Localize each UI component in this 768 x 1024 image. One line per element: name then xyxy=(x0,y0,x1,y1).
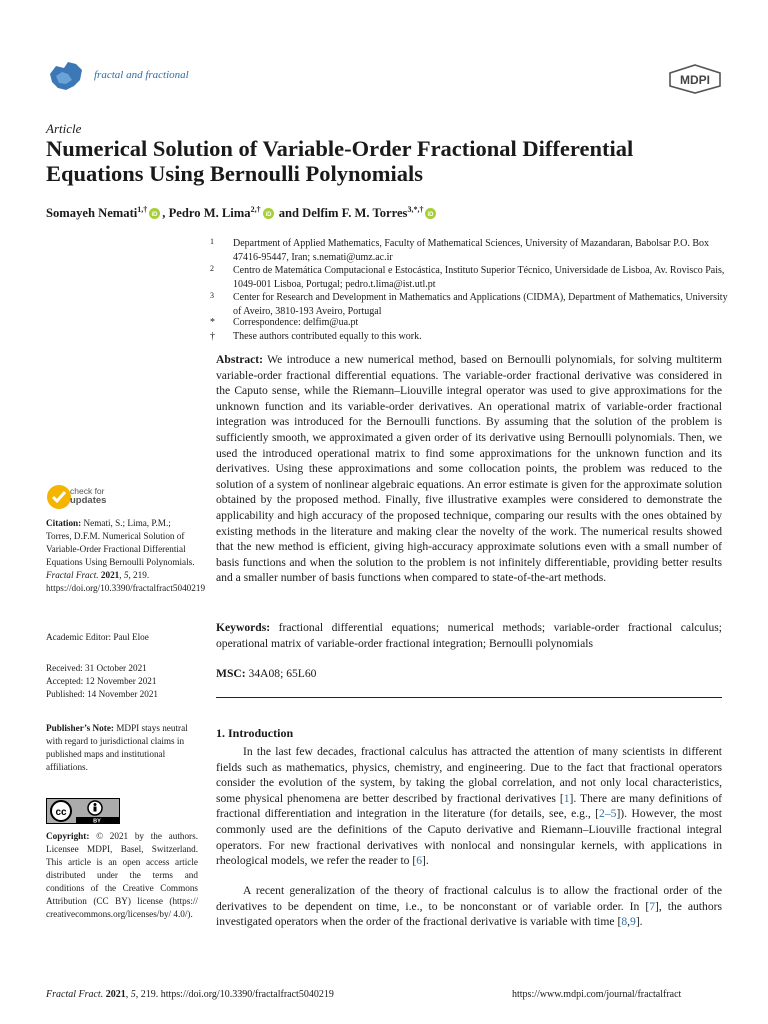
abstract-text: We introduce a new numerical method, based on Bernoulli polynomials, for solving multiterm variable-order fractional differential equations. The variable-order fractional derivative was considered in the Caputo sense, while the Riemann–Liouville integral operator was used to give approximations for the unknown function and its variable-order derivatives. An operational matrix of variable-order fractional integration was introduced for the Bernoulli functions. By assuming that the solution of the problem is sufficiently smooth, we approximated a given order of its derivative using Bernoulli polynomials. Then, we used the introduced operational matrix to find some approximations for the unknown function and its derivatives. Using these approximations and some collocation points, the problem was reduced to the solution of a system of nonlinear algebraic equations. An error estimate is given for the approximate solution obtained by the proposed method. Finally, five illustrative examples were considered to demonstrate the applicability and high accuracy of the proposed technique, comparing our results with the ones obtained by existing methods in the literature and making clear the novelty of the work. The numerical results showed that the new method is efficient, giving high-accuracy approximate solutions even with a small number of basis functions and when the solution to the problem is not infinitely differentiable, providing better results and a smaller number of basis functions when compared to state-of-the-art methods. xyxy=(216,353,722,585)
citation-link[interactable]: 6 xyxy=(416,854,423,868)
citation-block: Citation: Nemati, S.; Lima, P.M.; Torres, D.F.M. Numerical Solution of Variable-Order Fractional Differential Equations Using Bernoulli Polynomials. Fractal Fract. 2021, 5, 219. https://doi.org/10.3390/fractalfract5040219 xyxy=(46,518,206,593)
author-sup: 3,*,† xyxy=(407,205,424,214)
citation-link[interactable]: 2–5 xyxy=(599,807,617,821)
svg-text:iD: iD xyxy=(265,212,272,219)
footer-volume: 5 xyxy=(130,989,136,1000)
author-separator: and xyxy=(275,206,303,221)
cc-by-license-icon[interactable] xyxy=(46,798,120,824)
author-list xyxy=(46,205,438,223)
author-name[interactable]: Delfim F. M. Torres xyxy=(302,206,408,221)
section-divider xyxy=(216,697,722,698)
footer-url[interactable]: https://www.mdpi.com/journal/fractalfract xyxy=(512,989,682,1000)
citation-journal: Fractal Fract. xyxy=(46,570,99,580)
citation-text: Nemati, S.; Lima, P.M.; Torres, D.F.M. Numerical Solution of Variable-Order Fractional Differential Equations Using Bernoulli Polynomials. xyxy=(46,518,195,567)
svg-text:iD: iD xyxy=(427,212,434,219)
orcid-icon[interactable] xyxy=(425,208,436,223)
abstract-label: Abstract: xyxy=(216,353,264,366)
citation-link[interactable]: 7 xyxy=(649,899,655,913)
intro-text: ]. There are many definitions of fractional differentiation and integration in the literature (for details, see, e.g., [ xyxy=(216,791,723,821)
author-sup: 1,† xyxy=(137,205,148,214)
citation-link[interactable]: 9 xyxy=(630,915,636,929)
msc xyxy=(216,666,722,682)
affiliation-text: Centro de Matemática Computacional e Estocástica, Instituto Superior Técnico, Universidade de Lisboa, Av. Rovisco Pais, 1049-001 Lisboa, Portugal; pedro.t.lima@ist.utl.pt xyxy=(233,265,725,290)
correspondence xyxy=(210,316,730,330)
affiliation-text: These authors contributed equally to this work. xyxy=(233,331,422,342)
msc-label: MSC: xyxy=(216,667,246,680)
academic-editor: Academic Editor: Paul Eloe xyxy=(46,632,149,642)
keywords xyxy=(216,620,722,651)
citation-link[interactable]: 1 xyxy=(563,791,570,805)
footer-citation: Fractal Fract. 2021, 5, 219. https://doi.org/10.3390/fractalfract5040219 xyxy=(46,989,334,1000)
publishers-note-label: Publisher’s Note: xyxy=(46,723,114,733)
received-date: Received: 31 October 2021 xyxy=(46,663,147,673)
paper-title: Numerical Solution of Variable-Order Fractional Differential Equations Using Bernoulli Polynomials xyxy=(46,136,634,186)
equal-contribution-note xyxy=(210,330,730,344)
publishers-note-text: MDPI stays neutral with regard to jurisdictional claims in published maps and institutional affiliations. xyxy=(46,723,188,772)
affiliation-mark: 2 xyxy=(210,264,214,273)
author-separator: , xyxy=(162,206,169,221)
cc-by-label: BY xyxy=(93,818,101,824)
citation-label: Citation: xyxy=(46,518,82,528)
check-updates-line2: updates xyxy=(70,495,107,506)
affiliation-3 xyxy=(210,291,730,318)
msc-text: 34A08; 65L60 xyxy=(248,667,317,680)
footer-year: 2021 xyxy=(105,989,126,1000)
check-updates-icon xyxy=(46,484,72,510)
footer-doi[interactable]: , 219. https://doi.org/10.3390/fractalfract5040219 xyxy=(135,989,334,1000)
affiliation-text: Department of Applied Mathematics, Faculty of Mathematical Sciences, University of Mazandaran, Babolsar P.O. Box 47416-95447, Iran; s.nemati@umz.ac.ir xyxy=(233,238,709,263)
intro-paragraph-1 xyxy=(216,744,722,869)
intro-text: ], the authors investigated operators when the order of the fractional derivative is variable with time [ xyxy=(216,899,722,929)
orcid-icon[interactable] xyxy=(149,208,160,223)
copyright-block xyxy=(46,830,198,921)
intro-text: ]). However, the most commonly used are the definitions of the Caputo derivative and Riemann–Liouville fractional integral operators. For new fractional derivatives with nonlocal and nonsingular kernels, with applications in rheological models, we refer the reader to [ xyxy=(216,807,723,868)
intro-text: A recent generalization of the theory of fractional calculus is to allow the fractional order of the derivatives to be dependent on time, i.e., to be nonconstant or of variable order. In [ xyxy=(216,884,722,913)
svg-text:cc: cc xyxy=(55,807,67,818)
intro-text: ]. xyxy=(422,854,429,868)
intro-text: , xyxy=(627,915,631,929)
journal-logo-icon xyxy=(46,56,86,96)
citation-year: 2021 xyxy=(100,570,120,580)
intro-paragraph-2 xyxy=(216,883,722,930)
affiliation-mark: 3 xyxy=(210,291,214,300)
intro-text: ]. xyxy=(635,915,643,929)
journal-name[interactable]: fractal and fractional xyxy=(94,69,189,81)
author-sup: 2,† xyxy=(250,205,261,214)
copyright-label: Copyright: xyxy=(46,831,90,841)
intro-text: In the last few decades, fractional calculus has attracted the attention of many scientists in different fields such as mathematics, physics, chemistry, and engineering. Due to the fact that fractional operators consider the evolution of the system, by taking the global correlation, and not only local characteristics, some physical phenomena are better described by fractional derivatives [ xyxy=(216,745,722,805)
affiliation-mark: * xyxy=(210,317,215,328)
footer-journal: Fractal Fract. xyxy=(46,989,104,1000)
copyright-text: © 2021 by the authors. Licensee MDPI, Basel, Switzerland. This article is an open access article distributed under the terms and conditions of the Creative Commons Attribution (CC BY) license (https:// creativecommons.org/licenses/by/ 4.0/). xyxy=(46,831,198,919)
dates-block xyxy=(46,662,198,701)
citation-volume: 5 xyxy=(123,570,129,580)
mdpi-logo-text: MDPI xyxy=(680,73,710,87)
affiliation-1 xyxy=(210,237,730,264)
accepted-date: Accepted: 12 November 2021 xyxy=(46,676,157,686)
publishers-note xyxy=(46,722,198,774)
section-heading: 1. Introduction xyxy=(216,726,294,740)
check-updates-line1: check for xyxy=(70,486,105,496)
affiliation-mark: 1 xyxy=(210,237,214,246)
affiliation-2 xyxy=(210,264,730,291)
author-name[interactable]: Pedro M. Lima xyxy=(168,206,251,221)
svg-text:iD: iD xyxy=(151,212,158,219)
affiliation-text: Center for Research and Development in Mathematics and Applications (CIDMA), Department of Mathematics, University of Aveiro, 3810-193 Aveiro, Portugal xyxy=(233,292,728,317)
check-for-updates-badge[interactable] xyxy=(46,484,126,512)
citation-doi[interactable]: , 219. https://doi.org/10.3390/fractalfract5040219 xyxy=(46,570,206,593)
affiliation-mark: † xyxy=(210,331,215,342)
published-date: Published: 14 November 2021 xyxy=(46,689,159,699)
citation-link[interactable]: 8 xyxy=(621,915,628,929)
mdpi-logo[interactable] xyxy=(668,64,722,94)
abstract xyxy=(216,352,722,586)
affiliation-text: Correspondence: delfim@ua.pt xyxy=(233,317,359,328)
author-name[interactable]: Somayeh Nemati xyxy=(46,206,138,221)
article-type: Article xyxy=(46,121,82,136)
keywords-text: fractional differential equations; numerical methods; variable-order fractional calculus; operational matrix of variable-order fractional integration; Bernoulli polynomials xyxy=(216,621,722,650)
orcid-icon[interactable] xyxy=(263,208,274,223)
keywords-label: Keywords: xyxy=(216,621,271,634)
